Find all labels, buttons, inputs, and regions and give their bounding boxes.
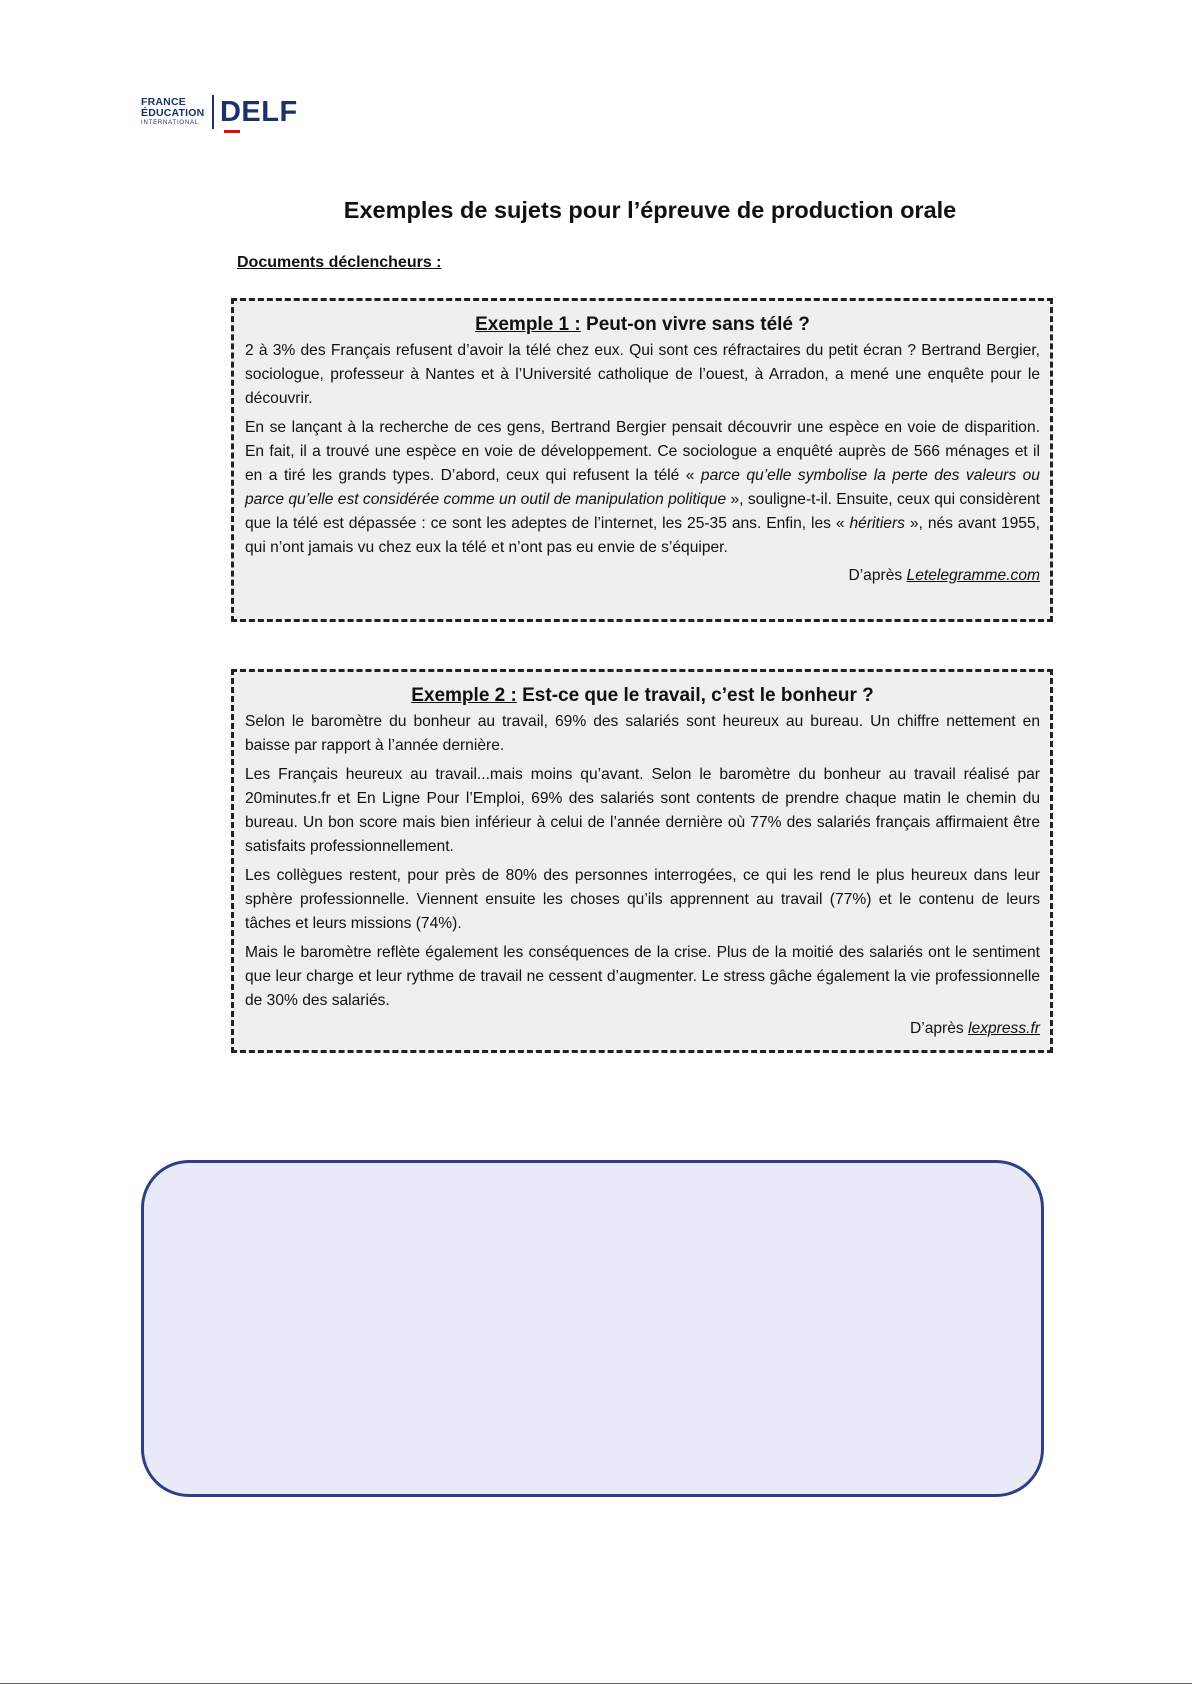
section-heading: Documents déclencheurs : [237,254,442,271]
logo-line-2: ÉDUCATION [141,107,205,119]
example-2-title: Est-ce que le travail, c’est le bonheur ? [522,685,874,706]
page-title: Exemples de sujets pour l’épreuve de production orale [343,197,957,223]
example-2-box [231,669,1053,1053]
example-1-source-link[interactable]: Letelegramme.com [906,567,1040,584]
example-2-heading [245,685,1040,707]
example-1-label: Exemple 1 : [475,314,581,335]
example-1-p2-quote: parce qu’elle symbolise la perte des valeurs ou parce qu’elle est considérée comme un outil de manipulation politique [245,467,1040,508]
example-2-paragraph-4: Mais le baromètre reflète également les conséquences de la crise. Plus de la moitié des salariés ont le sentiment que leur charge et leur rythme de travail ne cessent d’augmenter. Le stress gâche également la vie professionnelle de 30% des salariés. [245,944,1040,1009]
example-2-source-link[interactable]: lexpress.fr [968,1020,1040,1037]
france-education-delf-logo [141,94,298,130]
example-1-heading [245,314,1040,336]
logo-line-1: FRANCE [141,96,186,108]
logo-line-3: INTERNATIONAL [141,120,199,126]
example-1-p2-c: », nés avant 1955, qui n’ont jamais vu chez eux la télé et n’ont pas eu envie de s’équiper. [245,515,1040,556]
example-2-label: Exemple 2 : [411,685,517,706]
example-1-paragraph-1: 2 à 3% des Français refusent d’avoir la télé chez eux. Qui sont ces réfractaires du petit écran ? Bertrand Bergier, sociologue, professeur à Nantes et à l’Université catholique de l’ouest, à Arradon, a mené une enquête pour le découvrir. [245,342,1040,407]
example-2-source-prefix: D’après [909,1020,969,1037]
france-education-wordmark [141,97,212,127]
example-2-paragraph-2: Les Français heureux au travail...mais moins qu’avant. Selon le baromètre du bonheur au travail réalisé par 20minutes.fr et En Ligne Pour l’Emploi, 69% des salariés sont contents de prendre chaque matin le chemin du bureau. Un bon score mais bien inférieur à celui de l’année dernière où 77% des salariés français affirmaient être satisfaits professionnellement. [245,766,1040,855]
example-2-source [245,1018,1040,1040]
example-1-source [245,565,1040,587]
example-1-p2-term: héritiers [849,515,905,532]
example-1-box [231,298,1053,622]
example-1-p2-a: En se lançant à la recherche de ces gens, Bertrand Bergier pensait découvrir une espèce en voie de disparition. En fait, il a trouvé une espèce en voie de développement. Ce sociologue a enquêté auprès de 566 ménages et il en a tiré les grands types. D’abord, ceux qui refusent la télé « [245,419,1040,484]
example-1-title: Peut-on vivre sans télé ? [586,314,810,335]
example-1-p2-b: », souligne-t-il. Ensuite, ceux qui considèrent que la télé est dépassée : ce sont les adeptes de l’internet, les 25-35 ans. Enfin, les « [245,491,1040,532]
example-2-paragraph-3: Les collègues restent, pour près de 80% des personnes interrogées, ce qui les rend le plus heureux dans leur sphère professionnelle. Viennent ensuite les choses qu’ils apprennent au travail (77%) et le contenu de leurs tâches et leurs missions (74%). [245,867,1040,932]
delf-wordmark [214,97,298,127]
example-1-paragraph-2 [245,416,1040,560]
example-1-source-prefix: D’après [848,567,907,584]
delf-brand: DELF [219,96,298,128]
logo-accent-mark [224,130,240,133]
example-2-paragraph-1: Selon le baromètre du bonheur au travail, 69% des salariés sont heureux au bureau. Un chiffre nettement en baisse par rapport à l’année dernière. [245,713,1040,754]
blank-rounded-box [141,1160,1044,1497]
page-bottom-rule [0,1683,1192,1684]
